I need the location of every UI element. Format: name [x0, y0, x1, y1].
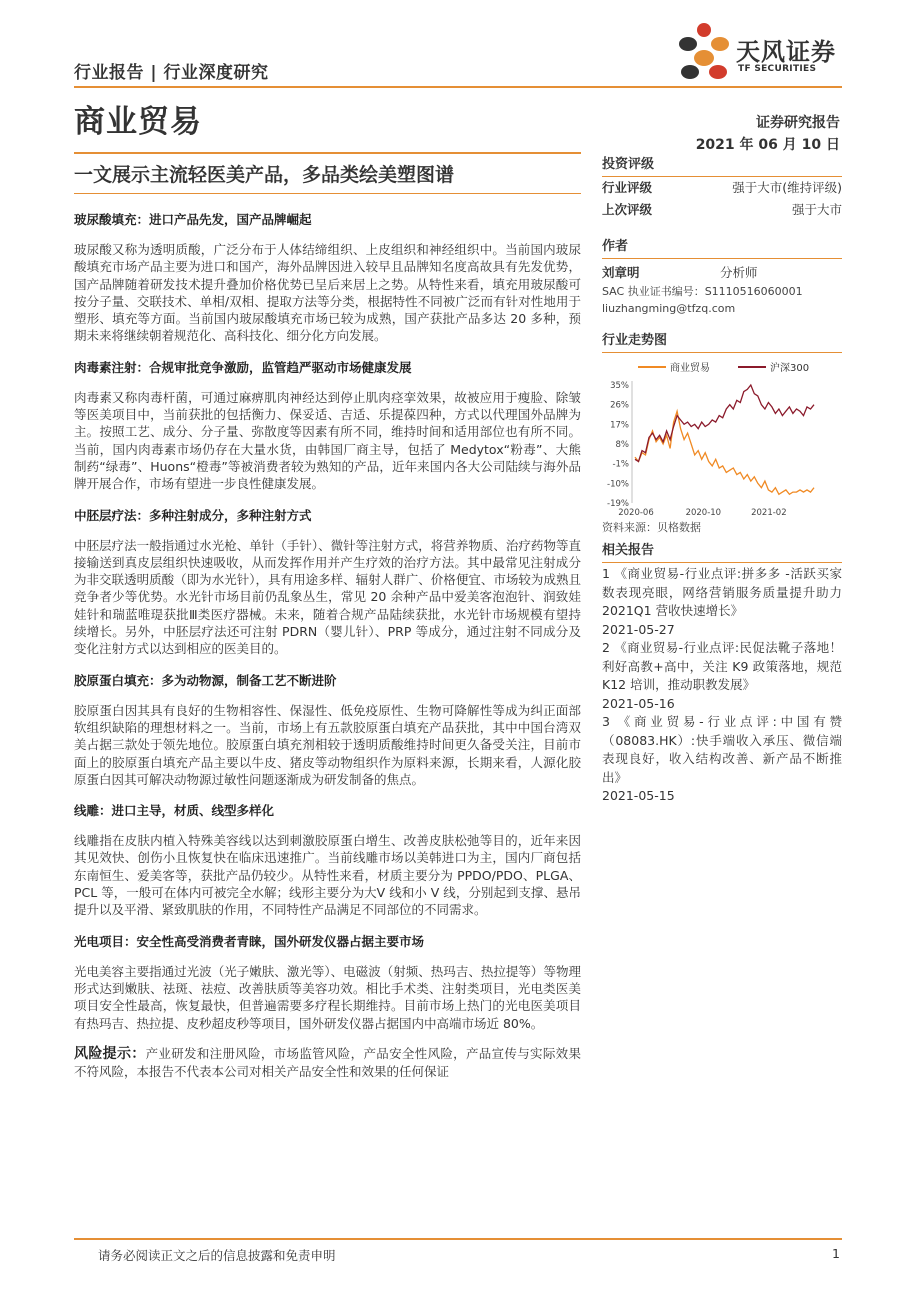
- related-item-title[interactable]: 1 《商业贸易-行业点评:拼多多 -活跃买家数表现亮眼，网络营销服务质量提升助力 2021Q1 营收快速增长》: [602, 566, 842, 618]
- related-item-title[interactable]: 3 《商业贸易-行业点评:中国有赞（08083.HK）:快手端收入承压、微信端表现良好，收入结构改善、新产品不断推出》: [602, 714, 842, 785]
- footer-disclaimer[interactable]: 请务必阅读正文之后的信息披露和免责申明: [98, 1248, 336, 1263]
- section-heading: 肉毒素注射：合规审批竞争激励，监管趋严驱动市场健康发展: [74, 359, 412, 375]
- author-heading: 作者: [602, 239, 629, 254]
- section-heading: 中胚层疗法：多种注射成分，多种注射方式: [74, 507, 312, 523]
- logo-subtext: TF SECURITIES: [738, 64, 817, 74]
- report-category: 行业报告 | 行业深度研究: [74, 63, 269, 83]
- author-sac: SAC 执业证书编号：S1110516060001: [602, 285, 803, 298]
- report-body: [74, 210, 581, 1080]
- report-date: 2021 年 06 月 10 日: [695, 137, 840, 153]
- x-tick-label: 2020-10: [685, 508, 722, 517]
- title-divider-bottom: [74, 193, 581, 194]
- risk-text: 产业研发和注册风险，市场监管风险，产品安全性风险，产品宣传与实际效果不符风险，本报告不代表本公司对相关产品安全性和效果的任何保证: [74, 1045, 581, 1080]
- section-heading: 线雕：进口主导，材质、线型多样化: [74, 803, 275, 819]
- chart-source: 资料来源：贝格数据: [602, 521, 701, 534]
- footer-divider: [74, 1238, 842, 1240]
- industry-rating-row: [602, 177, 842, 199]
- related-item[interactable]: [602, 639, 842, 713]
- report-title: 一文展示主流轻医美产品，多品类绘美塑图谱: [74, 164, 455, 186]
- logo-text: 天风证券: [736, 38, 836, 66]
- series-line: [635, 385, 814, 462]
- industry-rating-label: 行业评级: [602, 180, 653, 195]
- y-tick-label: -1%: [612, 459, 629, 470]
- company-logo: [676, 22, 846, 84]
- y-tick-label: 17%: [610, 420, 629, 431]
- section-paragraph: 肉毒素又称肉毒杆菌，可通过麻痹肌肉神经达到停止肌肉痉挛效果，故被应用于瘦脸、除皱等医美项目中，当前获批的包括衡力、保妥适、吉适、乐提葆四种，方式以代理国外品牌为主。按照工艺、成分、分子量、弥散度等因素有所不同，维持时间和适用部位也有所不同。当前，国内肉毒素市场仍存在大量水货，由韩国厂商主导，包括了 Medytox“粉毒”、大熊制药“绿毒”、Huons“橙毒”等被消费者较为熟知的产品，近年来国内各大公司陆续与海外品牌开展合作，市场有望进一步良性健康发展。: [74, 389, 581, 492]
- rating-panel: [602, 154, 842, 221]
- header-divider: [74, 86, 842, 88]
- section-paragraph: 线雕指在皮肤内植入特殊美容线以达到刺激胶原蛋白增生、改善皮肤松弛等目的，近年来因其见效快、创伤小且恢复快在临床迅速推广。当前线雕市场以美韩进口为主，国内厂商包括东南恒生、爱美客等，获批产品仍较少。从特性来看，材质主要分为 PPDO/PDO、PLGA、PCL 等，一般可在体内可被完全水解；线形主要分为大V 线和小 V 线，分别起到支撑、悬吊提升以及平滑、紧致肌肤的作用，不同特性产品满足不同部位的不同需求。: [74, 833, 581, 918]
- section-paragraph: 胶原蛋白因其具有良好的生物相容性、保湿性、低免疫原性、生物可降解性等成为纠正面部软组织缺陷的理想材料之一。当前，市场上有五款胶原蛋白填充产品获批，其中中国台湾双美占据三款处于领先地位。胶原蛋白填充剂相较于透明质酸维持时间更久备受关注，目前市面上的胶原蛋白填充产品主要以牛皮、猪皮等动物组织作为原料来源，长期来看，人源化胶原蛋白因其可解决动物源过敏性问题逐渐成为研发制备的焦点。: [74, 702, 581, 787]
- related-item-title[interactable]: 2 《商业贸易-行业点评:民促法靴子落地！利好高教+高中，关注 K9 政策落地，规范 K12 培训，推动职教发展》: [602, 640, 842, 692]
- section-paragraph: 中胚层疗法一般指通过水光枪、单针（手针）、微针等注射方式，将营养物质、治疗药物等直接输送到真皮层组织快速吸收，从而发挥作用并产生疗效的治疗方法。其中最常见注射成分为非交联透明质酸（即为水光针），具有用途多样、辐射人群广、价格便宜、市场较为成熟且竞争者少等优势。水光针市场目前仍乱象丛生，常见 20 余种产品中爱美客泡泡针、润致娃娃针和瑞蓝唯瑅获批Ⅲ类医疗器械。未来，随着合规产品陆续获批，水光针市场规模有望持续增长。另外，中胚层疗法还可注射 PDRN（婴儿针）、PRP 等成分，通过注射不同成分及变化注射方式以达到相应的医美目的。: [74, 537, 581, 657]
- section-paragraph: 光电美容主要指通过光波（光子嫩肤、激光等）、电磁波（射频、热玛吉、热拉提等）等物理形式达到嫩肤、祛斑、祛痘、改善肤质等美容功效。相比手术类、注射类项目，光电类医美项目安全性最高，恢复最快，但普遍需要多疗程长期维持。目前市场上热门的光电医美项目有热玛吉、热拉提、皮秒超皮秒等项目，国外研发仪器占据国内中高端市场近 80%。: [74, 963, 581, 1031]
- series-line: [635, 411, 814, 494]
- author-row: [602, 263, 842, 283]
- related-item-date: 2021-05-15: [602, 788, 675, 803]
- x-tick-label: 2021-02: [751, 508, 787, 517]
- section-heading: 胶原蛋白填充：多为动物源，制备工艺不断进阶: [74, 672, 337, 688]
- x-tick-label: 2020-06: [618, 508, 654, 517]
- related-item-date: 2021-05-16: [602, 695, 675, 711]
- y-tick-label: -19%: [607, 499, 629, 509]
- title-divider-top: [74, 152, 581, 154]
- previous-rating-label: 上次评级: [602, 202, 653, 217]
- related-item[interactable]: [602, 565, 842, 639]
- section-paragraph: 玻尿酸又称为透明质酸，广泛分布于人体结缔组织、上皮组织和神经组织中。当前国内玻尿酸填充市场产品主要为进口和国产，海外品牌因进入较早且品牌知名度高故具有先发优势，国产品牌随着研发技术提升叠加价格优势已呈后来居上之势。从特性来看，填充用玻尿酸可按分子量、交联技术、单相/双相、提取方法等分类，根据特性不同被广泛而有针对性地用于塑形、填充等方面。当前国内玻尿酸填充市场已较为成熟，国产获批产品多达 20 多种，预期未来将继续朝着规范化、高科技化、细分化方向发展。: [74, 242, 581, 344]
- related-reports-panel: [602, 540, 842, 806]
- author-divider: [602, 258, 842, 259]
- report-type: 证券研究报告: [756, 115, 840, 131]
- legend-label: 沪深300: [770, 363, 810, 374]
- related-divider: [602, 562, 842, 563]
- sector-title: 商业贸易: [74, 104, 202, 140]
- y-tick-label: 8%: [615, 440, 629, 450]
- trend-panel: [602, 330, 842, 536]
- trend-heading: 行业走势图: [602, 333, 668, 348]
- industry-rating-value: 强于大市(维持评级): [732, 180, 842, 195]
- previous-rating-value: 强于大市: [791, 202, 842, 217]
- trend-chart: [602, 355, 842, 517]
- trend-divider: [602, 352, 842, 353]
- rating-heading: 投资评级: [602, 157, 655, 172]
- section-heading: 玻尿酸填充：进口产品先发，国产品牌崛起: [74, 212, 312, 227]
- risk-warning: [74, 1045, 581, 1081]
- page-number: 1: [832, 1246, 840, 1261]
- y-tick-label: 26%: [610, 400, 629, 411]
- legend-label: 商业贸易: [670, 363, 710, 374]
- tf-logo-icon: [676, 22, 732, 84]
- risk-label: 风险提示：: [74, 1045, 146, 1062]
- related-heading: 相关报告: [602, 543, 655, 558]
- previous-rating-row: [602, 199, 842, 221]
- author-email: liuzhangming@tfzq.com: [602, 302, 736, 315]
- author-role: 分析师: [720, 265, 758, 280]
- related-item-date: 2021-05-27: [602, 621, 675, 637]
- author-panel: [602, 236, 842, 317]
- section-heading: 光电项目：安全性高受消费者青睐，国外研发仪器占据主要市场: [74, 933, 425, 949]
- y-tick-label: -10%: [607, 479, 629, 490]
- author-name: 刘章明: [602, 265, 640, 280]
- y-tick-label: 35%: [610, 381, 629, 391]
- related-item[interactable]: [602, 713, 842, 806]
